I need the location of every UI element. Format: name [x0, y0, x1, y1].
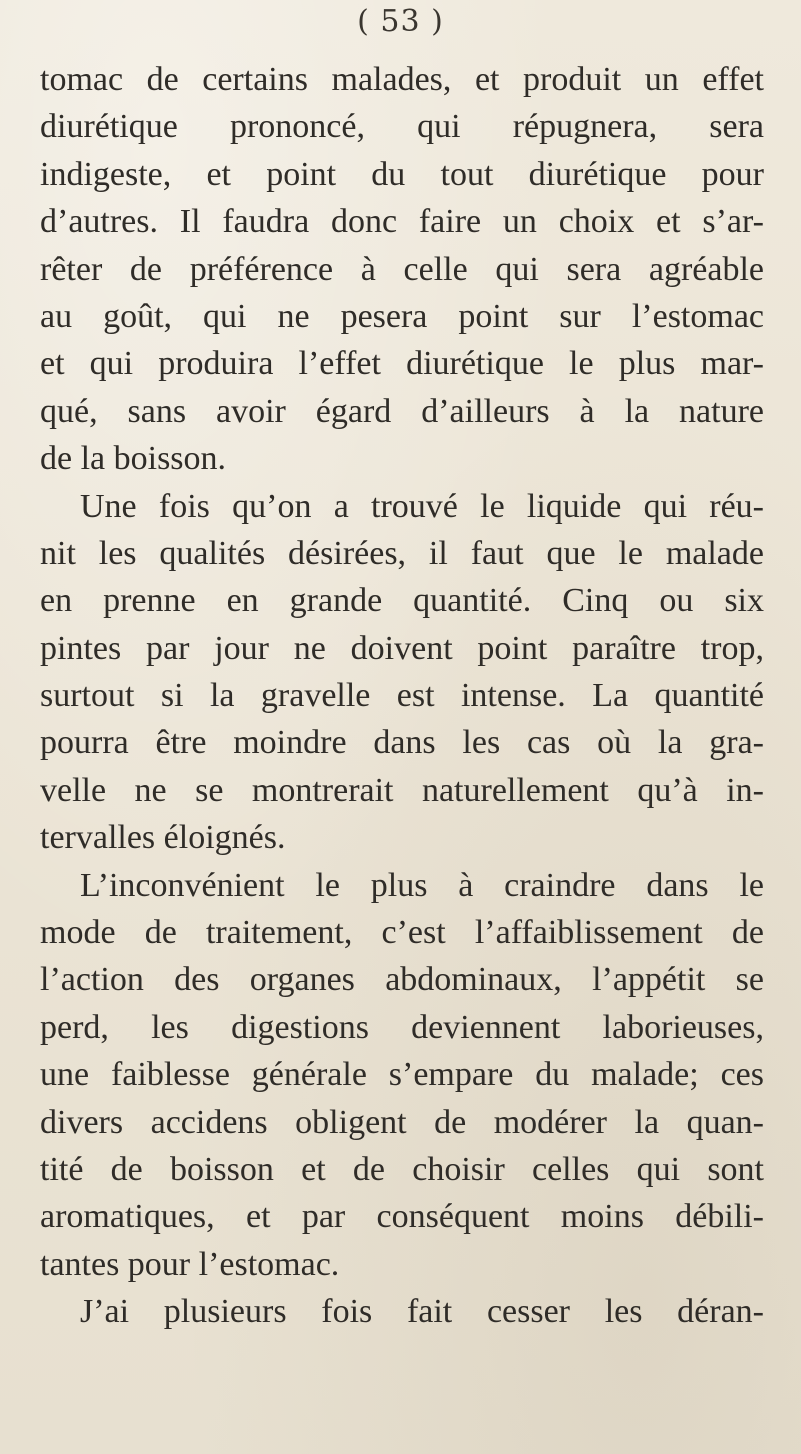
text-line: tomac de certains malades, et produit un effet	[40, 61, 764, 98]
text-line: en prenne en grande quantité. Cinq ou six	[40, 582, 764, 620]
page-number: ( 53 )	[357, 4, 444, 39]
paragraph-start-line: Une fois qu’on a trouvé le liquide qui réu-	[80, 487, 764, 525]
text-line: de la boisson.	[40, 440, 227, 478]
text-line: d’autres. Il faudra donc faire un choix et s’ar-	[40, 203, 764, 241]
text-line: velle ne se montrerait naturellement qu’à in-	[40, 771, 764, 809]
text-line: et qui produira l’effet diurétique le plus mar-	[40, 345, 764, 383]
text-line: tantes pour l’estomac.	[40, 1245, 340, 1283]
text-line: divers accidens obligent de modérer la quan-	[40, 1103, 764, 1141]
text-line: une faiblesse générale s’empare du malade; ces	[40, 1056, 764, 1094]
paragraph-start-line: L’inconvénient le plus à craindre dans le	[80, 866, 764, 904]
text-line: mode de traitement, c’est l’affaiblissement de	[40, 914, 764, 952]
text-line: au goût, qui ne pesera point sur l’estomac	[40, 297, 764, 335]
text-line: tité de boisson et de choisir celles qui sont	[40, 1150, 764, 1188]
text-line: nit les qualités désirées, il faut que le malade	[40, 534, 764, 572]
text-line: pourra être moindre dans les cas où la gra-	[40, 724, 764, 762]
text-line: rêter de préférence à celle qui sera agréable	[40, 250, 764, 288]
paragraph-start-line: J’ai plusieurs fois fait cesser les déran-	[80, 1293, 764, 1331]
text-line: indigeste, et point du tout diurétique pour	[40, 155, 764, 193]
text-line: qué, sans avoir égard d’ailleurs à la nature	[40, 392, 764, 430]
text-line: aromatiques, et par conséquent moins débili-	[40, 1198, 764, 1236]
page-body	[40, 56, 764, 1336]
text-line: surtout si la gravelle est intense. La quantité	[40, 677, 764, 715]
text-line: tervalles éloignés.	[40, 819, 286, 857]
text-line: pintes par jour ne doivent point paraître trop,	[40, 629, 764, 667]
text-line: diurétique prononcé, qui répugnera, sera	[40, 108, 764, 146]
text-line: perd, les digestions deviennent laborieuses,	[40, 1008, 764, 1046]
text-line: l’action des organes abdominaux, l’appétit se	[40, 961, 764, 999]
